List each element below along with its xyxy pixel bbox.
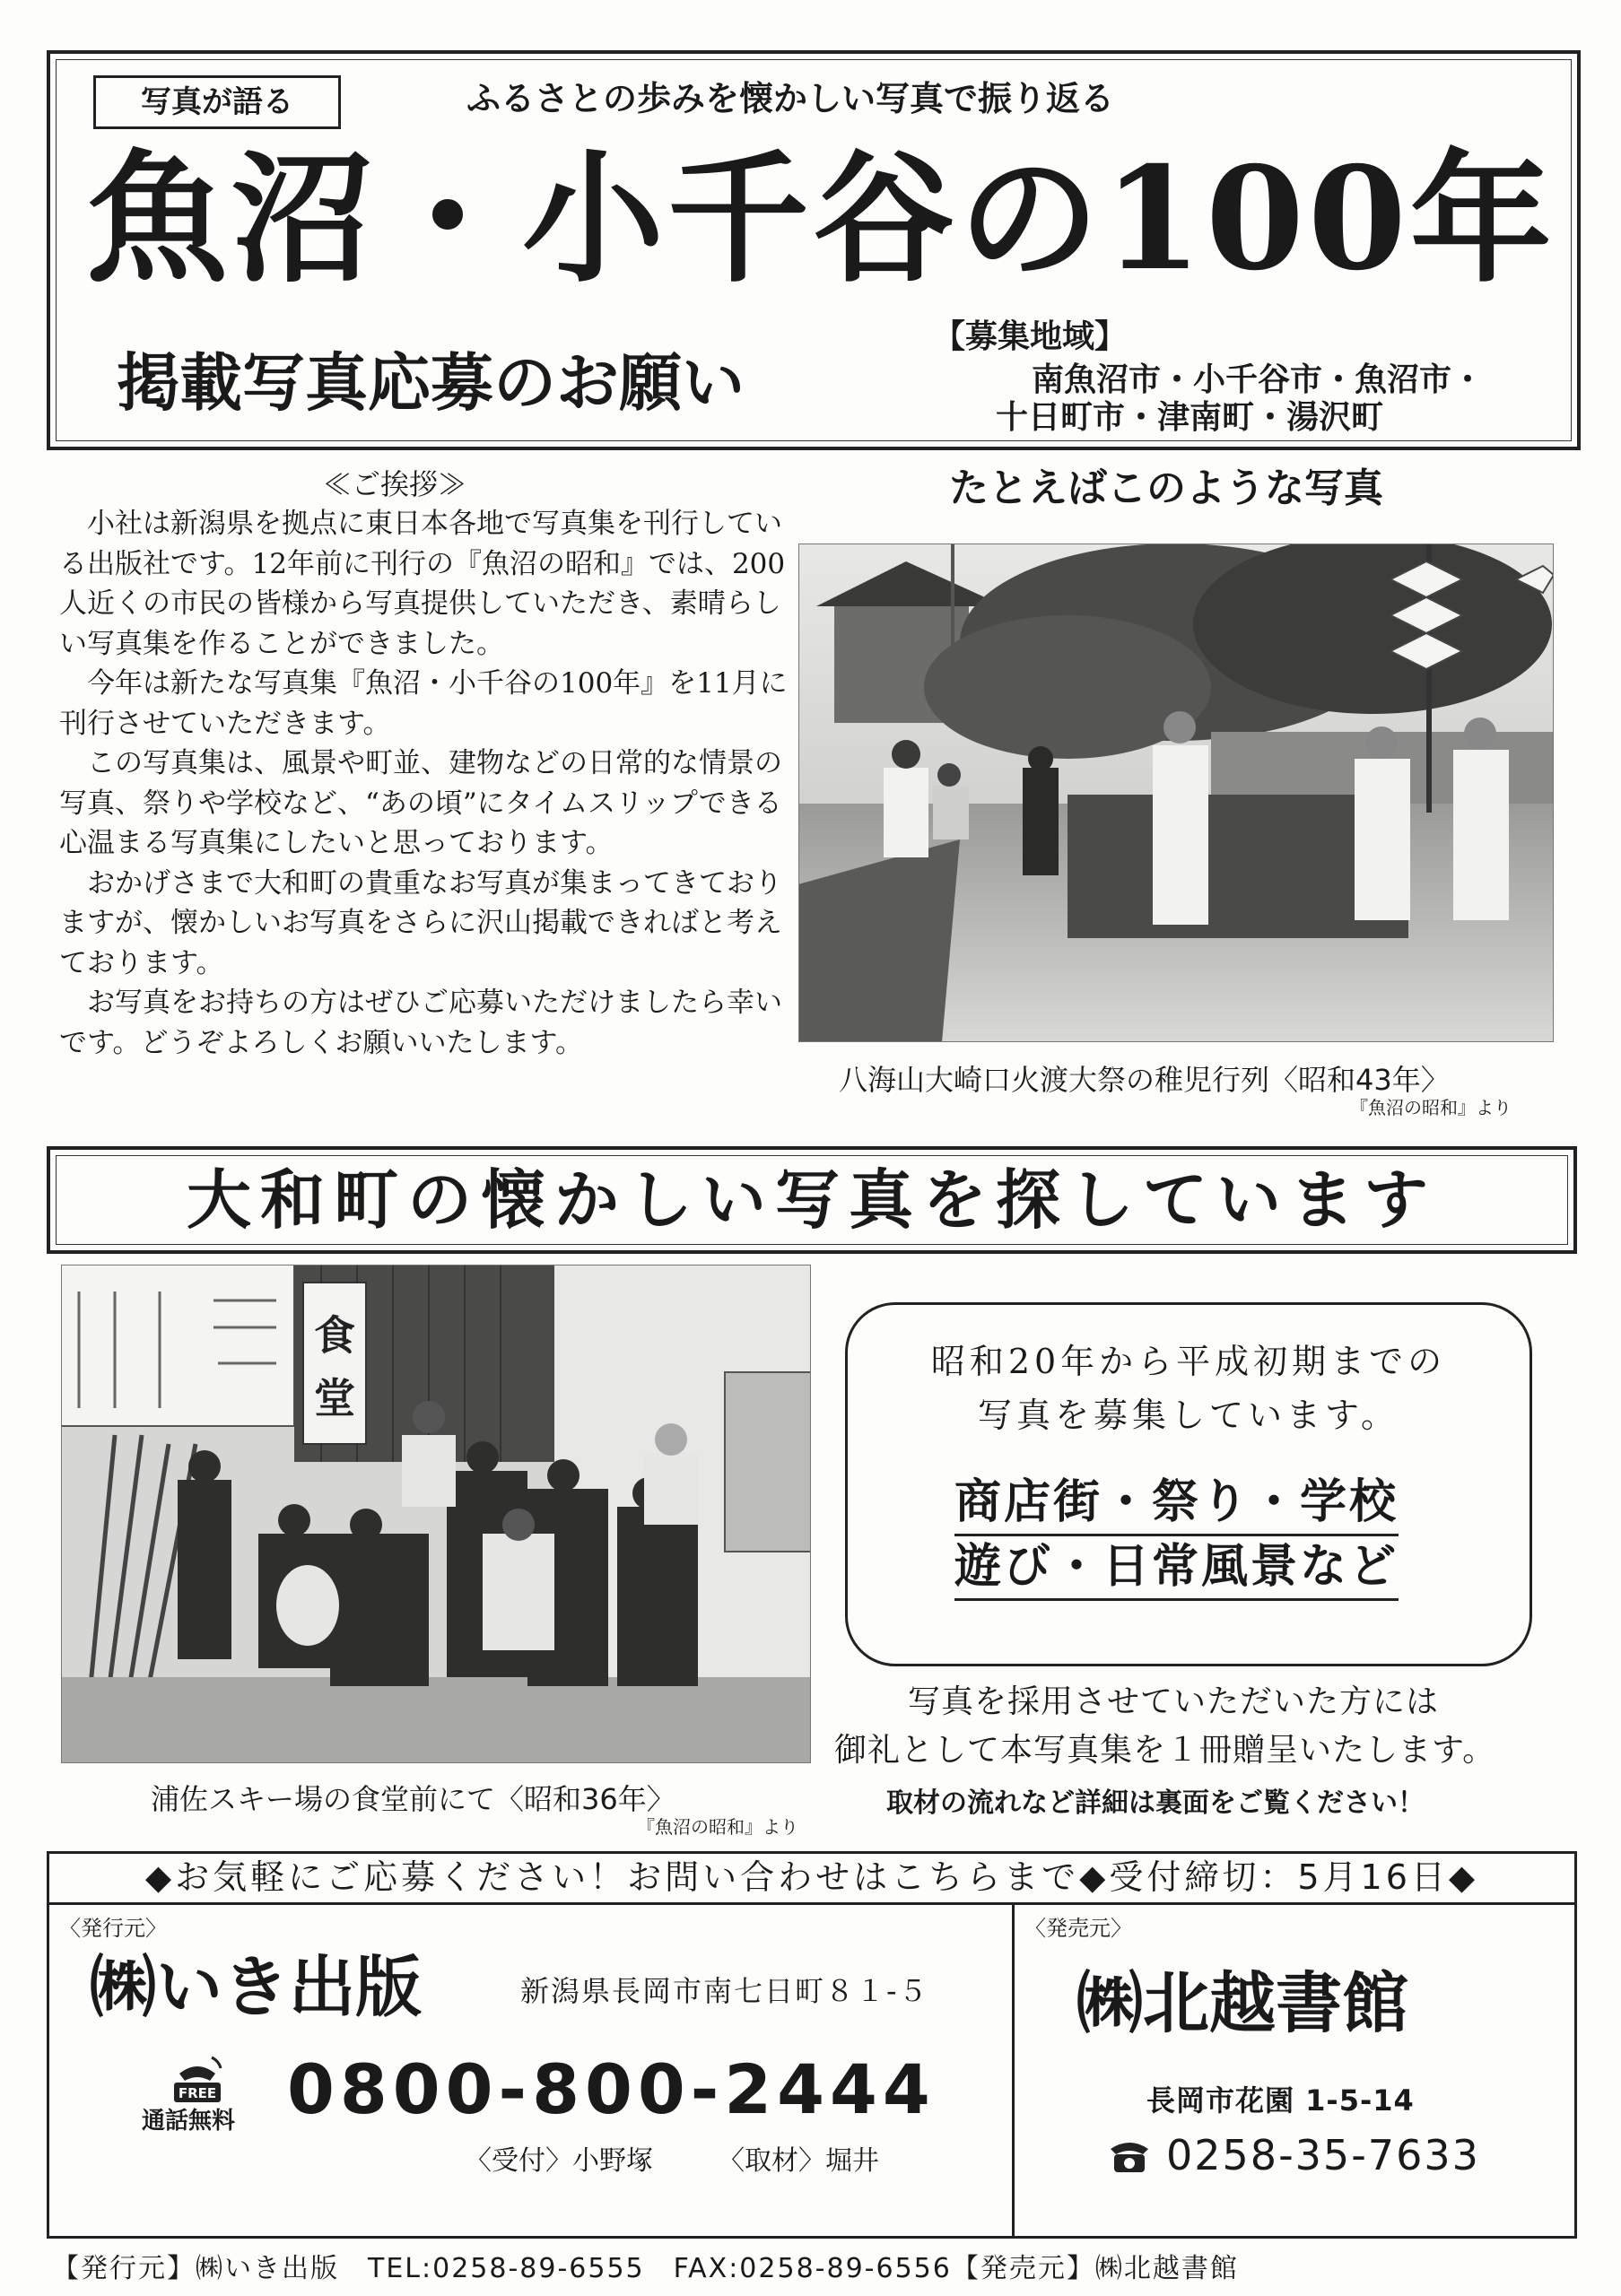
thanks-text: 写真を採用させていただいた方には [908,1683,1440,1720]
seller-label: 〈発売元〉 [1024,1916,1132,1941]
free-icon-text: FREE [178,2085,217,2101]
free-dial-icon [170,2054,224,2106]
recruit-period-text: 昭和20年から平成初期までの [930,1342,1447,1381]
thanks-text: 御礼として本写真集を１冊贈呈いたします。 [834,1732,1496,1769]
photo-caption: 八海山大崎口火渡大祭の稚児行列〈昭和43年〉 [839,1063,1450,1097]
greeting-paragraph: おかげさまで大和町の貴重なお写真が集まってきておりますが、懐かしいお写真をさらに沢山掲載できればと考えております。 [59,866,782,979]
greeting-paragraph: この写真集は、風景や町並、建物などの日常的な情景の写真、祭りや学校など、“あの頃”にタイムスリップできる心温まる写真集にしたいと思っております。 [59,747,782,859]
header-subtitle: ふるさとの歩みを懐かしい写真で振り返る [466,79,1115,118]
seller-address: 長岡市花園 1-5-14 [1146,2083,1415,2118]
search-banner-text: 大和町の懐かしい写真を探しています [186,1162,1437,1238]
details-note: 取材の流れなど詳細は裏面をご覧ください！ [886,1787,1425,1819]
interview-staff: 〈取材〉堀井 [718,2145,879,2177]
sign-char-2: 堂 [314,1374,355,1422]
example-heading: たとえばこのような写真 [949,465,1383,511]
greeting-heading: ≪ご挨拶≫ [323,467,467,501]
contact-divider [1012,1905,1015,2239]
publisher-name: ㈱いき出版 [90,1949,422,2026]
area-list-line: 十日町市・津南町・湯沢町 [996,398,1384,436]
recruit-period-text: 写真を募集しています。 [978,1396,1399,1435]
footer-contact-line: 【発行元】㈱いき出版 TEL:0258-89-6555 FAX:0258-89-6556【発売元】㈱北越書館 [52,2253,1239,2284]
greeting-paragraph: お写真をお持ちの方はぜひご応募いただけましたら幸いです。どうぞよろしくお願いいたします。 [59,987,782,1059]
sign-char-1: 食 [314,1311,355,1360]
contact-header: ◆お気軽にご応募ください！お問い合わせはこちらまで◆受付締切：5月16日◆ [47,1851,1577,1905]
request-title: 掲載写真応募のお願い [117,345,745,420]
series-label: 写真が語る [93,75,341,129]
publisher-phone[interactable]: 0800-800-2444 [287,2049,936,2129]
photo-caption: 浦佐スキー場の食堂前にて〈昭和36年〉 [151,1782,675,1816]
seller-phone[interactable]: 0258-35-7633 [1166,2131,1480,2179]
photo-source: 『魚沼の昭和』より [1350,1097,1512,1118]
greeting-body [59,504,789,1063]
recruit-categories: 遊び・日常風景など [954,1535,1399,1601]
area-label: 【募集地域】 [933,317,1128,355]
reception-staff: 〈受付〉小野塚 [465,2145,653,2177]
photo-source: 『魚沼の昭和』より [637,1816,798,1838]
ski-lodge-photo [61,1265,811,1763]
phone-icon [1107,2138,1152,2174]
festival-parade-photo [798,544,1554,1042]
recruit-categories: 商店街・祭り・学校 [954,1471,1399,1536]
publisher-label: 〈発行元〉 [59,1916,167,1941]
seller-name: ㈱北越書館 [1076,1965,1408,2042]
main-title: 魚沼・小千谷の100年 [86,136,1556,302]
publisher-address: 新潟県長岡市南七日町８１-５ [520,1974,929,2008]
greeting-paragraph: 小社は新潟県を拠点に東日本各地で写真集を刊行している出版社です。12年前に刊行の『魚沼の昭和』では、200人近くの市民の皆様から写真提供していただき、素晴らしい写真集を作ることができました。 [59,508,786,660]
area-list-line: 南魚沼市・小千谷市・魚沼市・ [1032,361,1485,398]
free-call-label: 通話無料 [142,2108,236,2135]
greeting-paragraph: 今年は新たな写真集『魚沼・小千谷の100年』を11月に刊行させていただきます。 [59,667,788,740]
